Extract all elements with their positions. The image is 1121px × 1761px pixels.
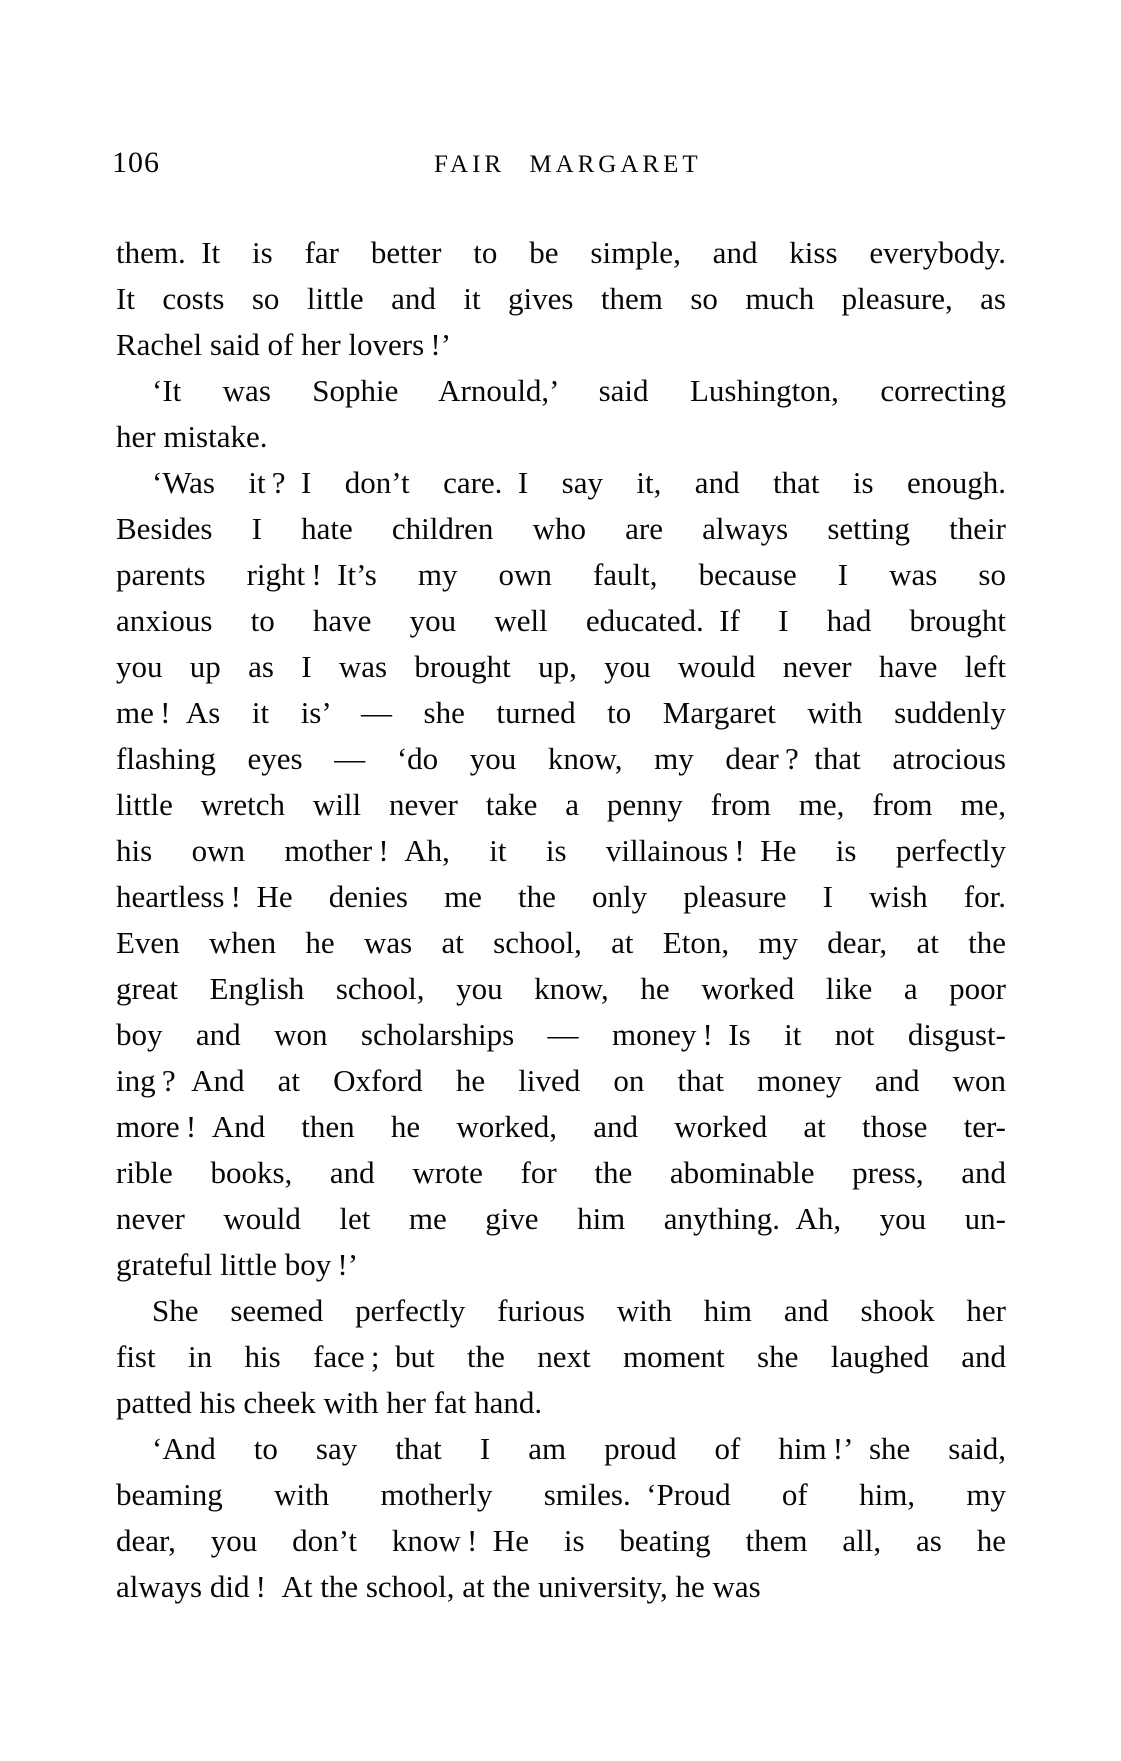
text-line: She seemed perfectly furious with him and shook her	[152, 1293, 1006, 1328]
text-line: ‘And to say that I am proud of him !’ she said,	[152, 1431, 1006, 1466]
text-line: Besides I hate children who are always setting their	[116, 511, 1006, 546]
text-line: never would let me give him anything. Ah, you un-	[116, 1201, 1006, 1236]
page-text	[116, 230, 1006, 1610]
running-title: FAIR MARGARET	[434, 151, 702, 178]
paragraph	[116, 1426, 1006, 1610]
page-number: 106	[112, 146, 160, 179]
text-line: always did ! At the school, at the university, he was	[116, 1569, 761, 1604]
text-line: her mistake.	[116, 419, 268, 454]
text-line: little wretch will never take a penny from me, from me,	[116, 787, 1006, 822]
text-line: ‘Was it ? I don’t care. I say it, and that is enough.	[152, 465, 1006, 500]
text-line: me ! As it is’ — she turned to Margaret with suddenly	[116, 695, 1006, 730]
text-line: parents right ! It’s my own fault, because I was so	[116, 557, 1006, 592]
paragraph	[116, 1288, 1006, 1426]
text-line: Rachel said of her lovers !’	[116, 327, 452, 362]
text-line: Even when he was at school, at Eton, my dear, at the	[116, 925, 1006, 960]
text-line: fist in his face ; but the next moment she laughed and	[116, 1339, 1006, 1374]
text-line: patted his cheek with her fat hand.	[116, 1385, 543, 1420]
text-line: ‘It was Sophie Arnould,’ said Lushington, correcting	[152, 373, 1006, 408]
text-line: them. It is far better to be simple, and kiss everybody.	[116, 235, 1006, 270]
text-line: anxious to have you well educated. If I had brought	[116, 603, 1006, 638]
text-line: It costs so little and it gives them so much pleasure, as	[116, 281, 1006, 316]
text-line: you up as I was brought up, you would never have left	[116, 649, 1006, 684]
text-line: boy and won scholarships — money ! Is it not disgust-	[116, 1017, 1006, 1052]
text-line: grateful little boy !’	[116, 1247, 359, 1282]
text-line: more ! And then he worked, and worked at those ter-	[116, 1109, 1006, 1144]
text-line: dear, you don’t know ! He is beating them all, as he	[116, 1523, 1006, 1558]
text-line: his own mother ! Ah, it is villainous ! He is perfectly	[116, 833, 1006, 868]
paragraph	[116, 460, 1006, 1288]
text-line: ing ? And at Oxford he lived on that money and won	[116, 1063, 1006, 1098]
text-line: great English school, you know, he worked like a poor	[116, 971, 1006, 1006]
paragraph	[116, 230, 1006, 368]
text-line: beaming with motherly smiles. ‘Proud of him, my	[116, 1477, 1006, 1512]
paragraph	[116, 368, 1006, 460]
page-header	[0, 146, 1121, 182]
text-line: heartless ! He denies me the only pleasure I wish for.	[116, 879, 1006, 914]
text-line: flashing eyes — ‘do you know, my dear ? that atrocious	[116, 741, 1006, 776]
text-line: rible books, and wrote for the abominable press, and	[116, 1155, 1006, 1190]
